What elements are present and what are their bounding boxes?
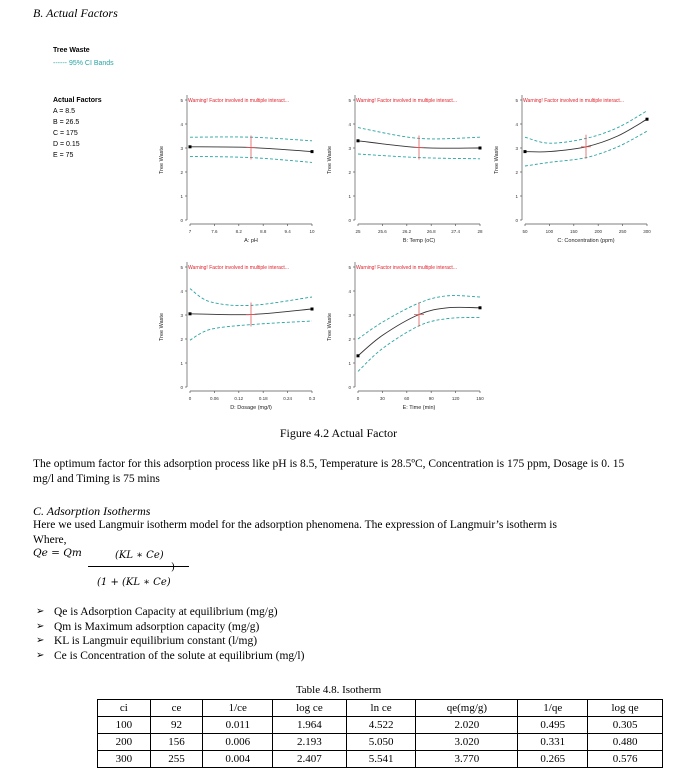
x-tick-label: 0.12 (234, 396, 244, 401)
factor-e: E = 75 (53, 152, 74, 159)
y-tick-label: 0 (348, 218, 351, 223)
y-tick-label: 4 (180, 289, 183, 294)
x-tick-label: 120 (451, 396, 460, 401)
x-tick-label: 30 (379, 396, 385, 401)
equation-lhs: Qe = Qm (33, 547, 82, 559)
warning-label: Warning! Factor involved in multiple interact... (356, 98, 457, 104)
legend-ci-label: 95% CI Bands (68, 60, 114, 67)
table-cell: 200 (98, 734, 151, 751)
y-axis-label: Tree Waste (159, 312, 165, 342)
endpoint-marker (311, 308, 314, 311)
table-header: 1/ce (203, 700, 273, 717)
x-tick-label: 0.24 (283, 396, 292, 401)
section-c-heading: C. Adsorption Isotherms (33, 504, 151, 518)
table-cell: 0.495 (518, 717, 588, 734)
x-tick-label: 26.2 (402, 229, 412, 234)
factor-a: A = 8.5 (53, 108, 75, 115)
equation-numerator: (KL ∗ Ce) (115, 550, 164, 561)
y-axis-label: Tree Waste (327, 145, 333, 175)
table-cell: 1.964 (273, 717, 347, 734)
equation-close-paren: ) (171, 562, 175, 573)
table-header: ce (150, 700, 203, 717)
y-tick-label: 1 (515, 194, 518, 199)
x-axis-label: A: pH (244, 238, 258, 244)
table-header: 1/qe (518, 700, 588, 717)
x-tick-label: 28 (477, 229, 483, 234)
endpoint-marker (524, 150, 527, 153)
y-tick-label: 5 (348, 265, 351, 270)
x-tick-label: 250 (618, 229, 627, 234)
x-axis-label: C: Concentration (ppm) (557, 238, 615, 244)
x-tick-label: 50 (522, 229, 528, 234)
y-tick-label: 4 (348, 289, 351, 294)
definition-kl: ➢ KL is Langmuir equilibrium constant (l/mg) (36, 634, 436, 649)
table-header: qe(mg/g) (416, 700, 518, 717)
table-cell: 0.305 (588, 717, 663, 734)
endpoint-marker (357, 139, 360, 142)
table-cell: 92 (150, 717, 203, 734)
warning-label: Warning! Factor involved in multiple interact... (523, 98, 624, 104)
y-tick-label: 3 (180, 313, 183, 318)
table-cell: 2.020 (416, 717, 518, 734)
figure-caption: Figure 4.2 Actual Factor (279, 426, 398, 440)
table-header-row (98, 700, 663, 717)
table-caption: Table 4.8. Isotherm (295, 684, 382, 696)
x-tick-label: 200 (594, 229, 602, 234)
x-tick-label: 150 (476, 396, 484, 401)
actual-factors-title: Actual Factors (53, 97, 102, 104)
table-cell: 0.006 (203, 734, 273, 751)
definition-qm: ➢ Qm is Maximum adsorption capacity (mg/g) (36, 620, 436, 635)
table-cell: 5.050 (346, 734, 416, 751)
factor-d: D = 0.15 (53, 141, 80, 148)
table-cell: 5.541 (346, 751, 416, 768)
x-tick-label: 0.3 (308, 396, 316, 401)
warning-label: Warning! Factor involved in multiple interact... (356, 265, 457, 271)
legend-title: Tree Waste (53, 47, 90, 54)
x-axis-label: B: Temp (oC) (402, 238, 436, 244)
x-tick-label: 0.18 (258, 396, 268, 401)
x-tick-label: 27.4 (451, 229, 460, 234)
x-tick-label: 10 (309, 229, 315, 234)
y-tick-label: 4 (515, 122, 518, 127)
endpoint-marker (479, 147, 482, 150)
y-tick-label: 5 (348, 98, 351, 103)
table-cell: 0.480 (588, 734, 663, 751)
table-header: log qe (588, 700, 663, 717)
x-tick-label: 0 (188, 396, 192, 401)
x-tick-label: 150 (570, 229, 578, 234)
optimum-paragraph: The optimum factor for this adsorption process like pH is 8.5, Temperature is 28.5ºC, Concentration is 175 ppm, Dosage is 0. 15 mg/l and Timing is 75 mins (33, 458, 625, 485)
warning-label: Warning! Factor involved in multiple interact... (188, 265, 289, 271)
y-tick-label: 2 (180, 170, 183, 175)
x-tick-label: 0 (356, 396, 360, 401)
table-header: ln ce (346, 700, 416, 717)
table-cell: 2.193 (273, 734, 347, 751)
x-tick-label: 26.8 (426, 229, 436, 234)
section-b-heading: B. Actual Factors (33, 6, 118, 20)
x-tick-label: 100 (545, 229, 554, 234)
table-row (98, 734, 663, 751)
where-label: Where, (33, 534, 67, 546)
y-tick-label: 2 (515, 170, 518, 175)
table-cell: 4.522 (346, 717, 416, 734)
table-cell: 100 (98, 717, 151, 734)
y-tick-label: 0 (515, 218, 518, 223)
x-tick-label: 90 (428, 396, 434, 401)
y-tick-label: 4 (348, 122, 351, 127)
table-cell: 0.265 (518, 751, 588, 768)
y-tick-label: 5 (180, 265, 183, 270)
x-tick-label: 7.6 (211, 229, 218, 234)
y-tick-label: 3 (515, 146, 518, 151)
ci-dash-icon: ------ (53, 60, 69, 67)
x-axis-label: D: Dosage (mg/l) (230, 405, 272, 411)
x-tick-label: 60 (404, 396, 410, 401)
x-tick-label: 7 (188, 229, 192, 234)
y-tick-label: 3 (348, 146, 351, 151)
endpoint-marker (479, 306, 482, 309)
y-tick-label: 0 (348, 385, 351, 390)
table-cell: 156 (150, 734, 203, 751)
y-tick-label: 2 (348, 337, 351, 342)
y-axis-label: Tree Waste (159, 145, 165, 175)
definition-list (36, 605, 436, 663)
table-cell: 3.770 (416, 751, 518, 768)
table-cell: 0.004 (203, 751, 273, 768)
langmuir-paragraph: Here we used Langmuir isotherm model for the adsorption phenomena. The expression of Langmuir’s isotherm is (33, 519, 557, 531)
table-cell: 255 (150, 751, 203, 768)
y-tick-label: 1 (180, 194, 183, 199)
table-row (98, 751, 663, 768)
warning-label: Warning! Factor involved in multiple interact... (188, 98, 289, 104)
y-axis-label: Tree Waste (494, 145, 500, 175)
table-row (98, 717, 663, 734)
definition-ce: ➢ Ce is Concentration of the solute at equilibrium (mg/l) (36, 649, 436, 664)
factor-c: C = 175 (53, 130, 78, 137)
x-tick-label: 0.06 (210, 396, 219, 401)
x-tick-label: 8.8 (260, 229, 267, 234)
table-cell: 3.020 (416, 734, 518, 751)
table-cell: 2.407 (273, 751, 347, 768)
y-tick-label: 3 (180, 146, 183, 151)
y-axis-label: Tree Waste (327, 312, 333, 342)
x-tick-label: 300 (643, 229, 651, 234)
endpoint-marker (189, 145, 192, 148)
table-cell: 0.011 (203, 717, 273, 734)
table-header: ci (98, 700, 151, 717)
table-cell: 0.576 (588, 751, 663, 768)
endpoint-marker (646, 118, 649, 121)
endpoint-marker (189, 312, 192, 315)
x-tick-label: 25 (355, 229, 361, 234)
y-tick-label: 2 (348, 170, 351, 175)
y-tick-label: 0 (180, 218, 183, 223)
endpoint-marker (357, 354, 360, 357)
y-tick-label: 4 (180, 122, 183, 127)
isotherm-table (97, 699, 663, 768)
equation-denominator: (1 + (KL ∗ Ce) (97, 577, 171, 588)
definition-qe: ➢ Qe is Adsorption Capacity at equilibrium (mg/g) (36, 605, 436, 620)
x-axis-label: E: Time (min) (402, 405, 436, 411)
y-tick-label: 5 (515, 98, 518, 103)
y-tick-label: 0 (180, 385, 183, 390)
table-cell: 0.331 (518, 734, 588, 751)
x-tick-label: 8.2 (235, 229, 242, 234)
y-tick-label: 1 (180, 361, 183, 366)
y-tick-label: 1 (348, 361, 351, 366)
table-header: log ce (273, 700, 347, 717)
y-tick-label: 1 (348, 194, 351, 199)
factor-b: B = 26.5 (53, 119, 80, 126)
table-cell: 300 (98, 751, 151, 768)
y-tick-label: 3 (348, 313, 351, 318)
x-tick-label: 25.6 (378, 229, 387, 234)
endpoint-marker (311, 150, 314, 153)
y-tick-label: 5 (180, 98, 183, 103)
x-tick-label: 9.4 (284, 229, 291, 234)
y-tick-label: 2 (180, 337, 183, 342)
